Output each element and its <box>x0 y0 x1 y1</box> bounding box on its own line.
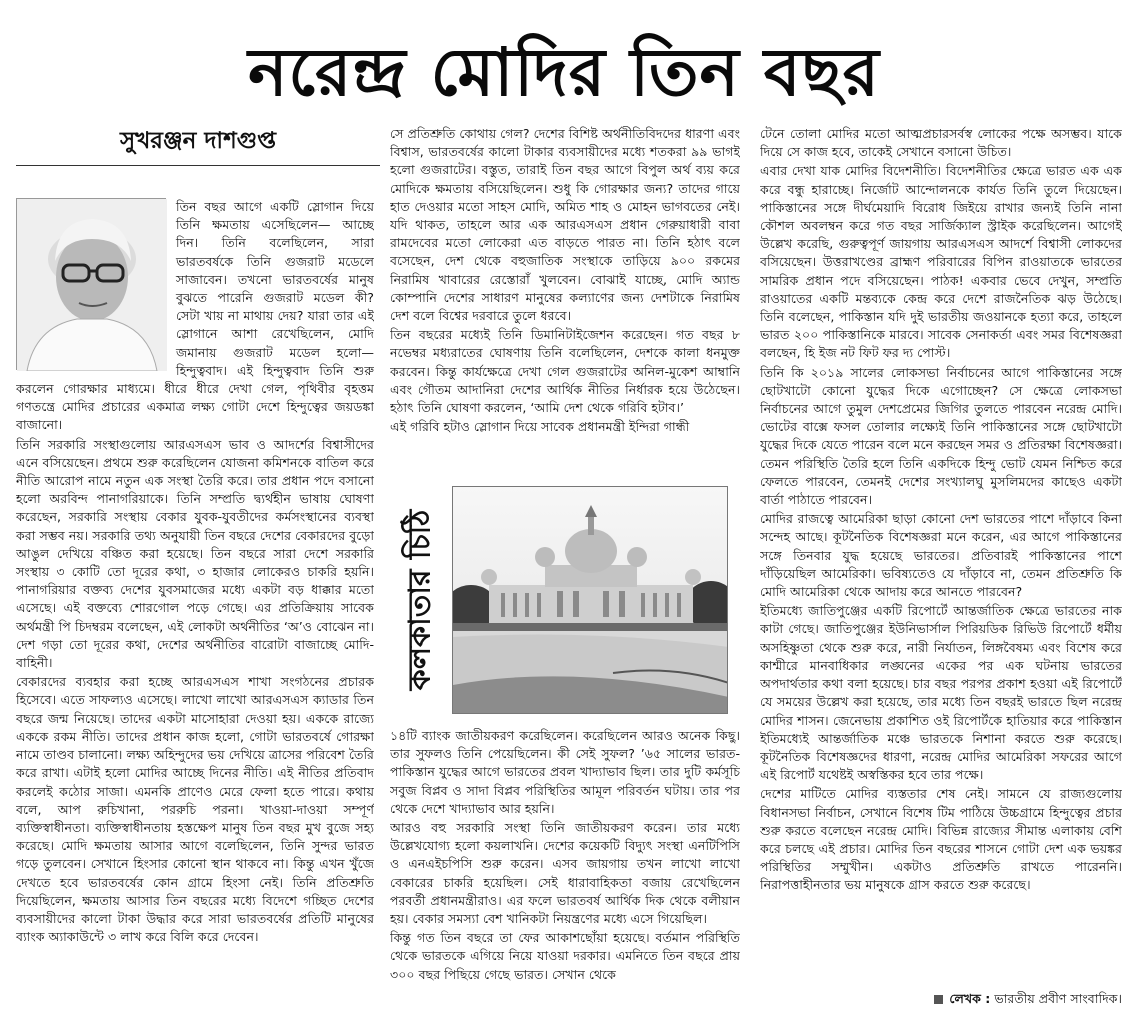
paragraph: তিন বছর আগে একটি স্লোগান দিয়ে তিনি ক্ষমতায় এসেছিলেন— আচ্ছে দিন। তিনি বলেছিলেন, সারা ভারতবর্ষকে তিনি গুজরাট মডেলে সাজাবেন। তখনো ভারতবর্ষের মানুষ বুঝতে পারেনি গুজরাট মডেল কী? সেটা খায় না মাথায় দেয়? যারা তার এই স্লোগানে আশা রেখেছিলেন, মোদি জমানায় গুজরাট মডেল হলো— হিন্দুত্ববাদ। এই হিন্দুত্ববাদ তিনি শুরু করলেন গোরক্ষার মাধ্যমে। ধীরে ধীরে দেখা গেল, পৃথিবীর বৃহত্তম গণতন্ত্রে মোদির প্রচারের একমাত্র লক্ষ্য গোটা দেশে হিন্দুত্বের জয়ডঙ্কা বাজানো। <box>16 199 374 433</box>
author-note-label: লেখক : <box>949 991 991 1006</box>
author-portrait <box>16 198 166 370</box>
paragraph: কিন্তু গত তিন বছরে তা ফের আকাশছোঁয়া হয়েছে। বর্তমান পরিস্থিতি থেকে ভারতকে এগিয়ে নিয়ে যাওয়া দরকার। এমনিতে তিন বছরে প্রায় ৩০০ বছর পিছিয়ে গেছে ভারত। সেখান থেকে <box>390 930 740 982</box>
headline: নরেন্দ্র মোদির তিন বছর <box>248 34 880 111</box>
kicker-text: কলকাতার চিঠি <box>402 509 438 691</box>
square-bullet-icon <box>934 995 943 1004</box>
paragraph: তিনি কি ২০১৯ সালের লোকসভা নির্বাচনের আগে পাকিস্তানের সঙ্গে ছোটখাটো কোনো যুদ্ধের দিকে এগোচ্ছেন? সে ক্ষেত্রে লোকসভা নির্বাচনের আগে তুমুল দেশপ্রেমের জিগির তুলতে পারবেন নরেন্দ্র মোদি। ভোটের বাক্সে ফসল তোলার লক্ষ্যেই তিনি পাকিস্তানের সঙ্গে ছোটখাটো যুদ্ধের দিকে যেতে পারেন বলে মনে করছেন সমর ও প্রতিরক্ষা বিশেষজ্ঞরা। তেমন পরিস্থিতি তৈরি হলে তিনি একদিকে হিন্দু ভোট যেমন নিশ্চিত করে ফেলতে পারবেন, তেমনই দেশের সংখ্যালঘু মুসলিমদের কাছেও একটা বার্তা পাঠাতে পারবেন। <box>760 364 1122 508</box>
author-note <box>900 990 1122 1008</box>
paragraph: বেকারদের ব্যবহার করা হচ্ছে আরএসএস শাখা সংগঠনের প্রচারক হিসেবে। এতে সাফল্যও এসেছে। লাখো লাখো আরএসএস ক্যাডার তিন বছরে জন্ম নিয়েছে। তাদের একটা মাসোহারা দেওয়া হয়। এককে রাজ্যে এককে রকম নীতি। তাদের প্রধান কাজ হলো, গোটা ভারতবর্ষে গোরক্ষা নামে তাণ্ডব চালানো। লক্ষ্য অহিন্দুদের ভয় দেখিয়ে ত্রাসের পরিবেশ তৈরি করে রাখা। এটাই হলো মোদির আচ্ছে দিনের নীতি। এই নীতির প্রতিবাদ করলেই কঠোর সাজা। এমনকি প্রাণেও মেরে ফেলা হতে পারে। কথায় বলে, আপ রুচিখানা, পররুচি পরনা। খাওয়া-দাওয়া সম্পূর্ণ ব্যক্তিস্বাধীনতা। ব্যক্তিস্বাধীনতায় হস্তক্ষেপ মানুষ তিন বছর মুখ বুজে সহ্য করেছে। মোদি ক্ষমতায় আসার আগে বলেছিলেন, তিনি সুন্দর ভারত গড়ে তুলবেন। সেখানে হিংসার কোনো স্থান থাকবে না। কিন্তু এখন খুঁজে দেখতে হবে ভারতবর্ষের কোন গ্রামে হিংসা নেই। তিনি প্রতিশ্রুতি দিয়েছিলেন, ক্ষমতায় আসার তিন বছরের মধ্যে বিদেশে গচ্ছিত দেশের ব্যবসায়ীদের কালো টাকা উদ্ধার করে সারা ভারতবর্ষের প্রতিটি মানুষের ব্যাংক অ্যাকাউন্টে ৩ লাখ করে বিলি করে দেবেন। <box>16 674 374 945</box>
paragraph: তিন বছরের মধ্যেই তিনি ডিমানিটাইজেশন করেছেন। গত বছর ৮ নভেম্বর মধ্যরাতের ঘোষণায় তিনি বলেছিলেন, দেশকে কালা ধনমুক্ত করবেন। কিন্তু কার্যক্ষেত্রে দেখা গেল গুজরাটের অনিল-মুকেশ আম্বানি এবং গৌতম আদানিরা দেশের আর্থিক নীতির নির্ধারক হয়ে উঠেছেন। হঠাৎ তিনি ঘোষণা করলেন, ‘আমি দেশ থেকে গরিবি হটাব।’ <box>390 327 740 416</box>
column-3 <box>760 125 1122 985</box>
paragraph: সে প্রতিশ্রুতি কোথায় গেল? দেশের বিশিষ্ট অর্থনীতিবিদদের ধারণা এবং বিশ্বাস, ভারতবর্ষের কালো টাকার ব্যবসায়ীদের মধ্যে শতকরা ৯৯ ভাগই হলো গুজরাটের। বস্তুত, তারাই তিন বছর আগে বিপুল অর্থ ব্যয় করে মোদিকে ক্ষমতায় বসিয়েছিলেন। শুধু কি গোরক্ষার জন্য? তাদের গায়ে হাত দেওয়ার মতো সাহস মোদি, অমিত শাহ ও মোহন ভাগবতের নেই। যদি থাকত, তাহলে আর এক আরএসএস প্রধান গেরুয়াধারী বাবা রামদেবের মতো লোকেরা এত বাড়তে পারত না। তিনি হঠাৎ বলে বসেছেন, দেশ থেকে বহুজাতিক সংস্থাকে তাড়িয়ে ৯০০ রকমের নিরামিষ খাবারের রেস্তোরাঁ খুলবেন। বোঝাই যাচ্ছে, মোদি অ্যান্ড কোম্পানি দেশের সাধারণ মানুষের কল্যাণের জন্য দেশটাকে নিরামিষ দেশ বলে বিশ্বের দরবারে তুলে ধরবে। <box>390 126 740 324</box>
byline: সুখরঞ্জন দাশগুপ্ত <box>120 127 276 154</box>
paragraph: এই গরিবি হটাও স্লোগান দিয়ে সাবেক প্রধানমন্ত্রী ইন্দিরা গান্ধী <box>390 419 690 435</box>
column-1 <box>16 198 374 1008</box>
paragraph: তিনি সরকারি সংস্থাগুলোয় আরএসএস ভাব ও আদর্শের বিশ্বাসীদের এনে বসিয়েছেন। প্রথমে শুরু করেছিলেন যোজনা কমিশনকে বাতিল করে নীতি আরোপ নামে নতুন এক সংস্থা তৈরি করে। তার প্রধান পদে বসানো হলো অরবিন্দ পানাগরিয়াকে। তিনি সম্প্রতি দ্ব্যর্থহীন ভাষায় ঘোষণা করেছেন, সরকারি সংস্থায় বেকার যুবক-যুবতীদের কর্মসংস্থানের ব্যবস্থা করা সম্ভব নয়। সরকারি তথ্য অনুযায়ী তিন বছরে দেশের বেকারদের বুড়ো আঙুল দেখিয়ে বঞ্চিত করা হয়েছে। তিন বছরে সারা দেশে সরকারি সংস্থায় ৩ কোটি তো দূরের কথা, ৩ হাজার লোকেরও চাকরি হয়নি। পানাগরিয়ার বক্তব্য দেশের যুবসমাজের মধ্যে একটা বড় ধাক্কার মতো এসেছে। এই বক্তব্যে শোরগোল পড়ে গেছে। এর প্রতিক্রিয়ায় সাবেক অর্থমন্ত্রী পি চিদম্বরম বলেছেন, এই লোকটা অর্থনীতির ‘অ’ও বোঝেন না। দেশ গড়া তো দূরের কথা, দেশের অর্থনীতির বারোটা বাজাচ্ছে মোদি-বাহিনী। <box>16 436 374 671</box>
column-2-bottom <box>390 727 740 1009</box>
section-kicker <box>398 500 444 700</box>
paragraph: আরও বহু সরকারি সংস্থা তিনি জাতীয়করণ করেন। তার মধ্যে উল্লেখযোগ্য হলো কয়লাখনি। দেশের কয়েকটি বিদ্যুৎ সংস্থা এনটিপিসি ও এনএইচপিসি শুরু করেন। এসব জায়গায় তখন লাখো লাখো বেকারের চাকরি হয়েছিল। সেই ধারাবাহিকতা বজায় রেখেছিলেন পরবর্তী প্রধানমন্ত্রীরাও। এর ফলে ভারতবর্ষ আর্থিক দিক থেকে বলীয়ান হয়। বেকার সমস্যা বেশ খানিকটা নিয়ন্ত্রণের মধ্যে এসে গিয়েছিল। <box>390 820 740 927</box>
column-2-top <box>390 125 740 471</box>
paragraph: ১৪টি ব্যাংক জাতীয়করণ করেছিলেন। করেছিলেন আরও অনেক কিছু। তার সুফলও তিনি পেয়েছিলেন। কী সেই সুফল? ’৬৫ সালের ভারত-পাকিস্তান যুদ্ধের আগে ভারতের প্রবল খাদ্যাভাব ছিল। তার দুটি কর্মসূচি সবুজ বিপ্লব ও সাদা বিপ্লব পরিস্থিতির আমূল পরিবর্তন ঘটায়। তার পর থেকে দেশে খাদ্যাভাব আর হয়নি। <box>390 728 740 816</box>
paragraph: টেনে তোলা মোদির মতো আত্মপ্রচারসর্বস্ব লোকের পক্ষে অসম্ভব। যাকে দিয়ে সে কাজ হবে, তাকেই সেখানে বসানো উচিত। <box>760 126 1122 160</box>
paragraph: মোদির রাজত্বে আমেরিকা ছাড়া কোনো দেশ ভারতের পাশে দাঁড়াবে কিনা সন্দেহ আছে। কূটনৈতিক বিশেষজ্ঞরা মনে করেন, এর আগে পাকিস্তানের সঙ্গে তিনবার যুদ্ধ হয়েছে ভারতের। প্রতিবারই পাকিস্তানের পাশে দাঁড়িয়েছিল আমেরিকা। ভবিষ্যতেও যে দাঁড়াবে না, তেমন প্রতিশ্রুতি কি মোদি আমেরিকা থেকে আদায় করে আনতে পারবেন? <box>760 511 1122 600</box>
byline-divider <box>16 165 380 166</box>
paragraph: ইতিমধ্যে জাতিপুঞ্জের একটি রিপোর্টে আন্তর্জাতিক ক্ষেত্রে ভারতের নাক কাটা গেছে। জাতিপুঞ্জের ইউনিভার্সাল পিরিয়ডিক রিভিউ রিপোর্টে ধর্মীয় অসহিষ্ণুতা থেকে শুরু করে, নারী নির্যাতন, লিঙ্গবৈষম্য এবং বিশেষ করে কাশ্মীরে মানবাধিকার লঙ্ঘনের একের পর এক ঘটনায় ভারতের অপদার্থতার কথা বলা হয়েছে। চার বছর পরপর প্রকাশ হওয়া এই রিপোর্টে যে সময়ের উল্লেখ করা হয়েছে, তার মধ্যে তিন বছরই ভারতে ছিল নরেন্দ্র মোদির শাসন। জেনেভায় প্রকাশিত ওই রিপোর্টকে হাতিয়ার করে পাকিস্তান ইতিমধ্যেই আন্তর্জাতিক মঞ্চে ভারতকে নিশানা করতে শুরু করেছে। কূটনৈতিক বিশেষজ্ঞদের ধারণা, নরেন্দ্র মোদির আমেরিকা সফরের আগে এই রিপোর্ট যথেষ্টই অস্বস্তিকর হবে তার পক্ষে। <box>760 603 1122 783</box>
victoria-memorial-photo <box>452 486 728 714</box>
paragraph: দেশের মাটিতে মোদির ব্যস্ততার শেষ নেই। সামনে যে রাজ্যগুলোয় বিধানসভা নির্বাচন, সেখানে বিশেষ টিম পাঠিয়ে উচ্চগ্রামে হিন্দুত্বের প্রচার শুরু করতে বলেছেন নরেন্দ্র মোদি। বিভিন্ন রাজ্যের সীমান্ত এলাকায় বেশি করে চলছে এই প্রচার। মোদির তিন বছরের শাসনে গোটা দেশ এক ভয়ঙ্কর পরিস্থিতির সম্মুখীন। একটাও প্রতিশ্রুতি রাখতে পারেননি। নিরাপত্তাহীনতার ভয় মানুষকে গ্রাস করতে শুরু করেছে। <box>760 786 1122 893</box>
author-note-text: ভারতীয় প্রবীণ সাংবাদিক। <box>994 991 1122 1006</box>
paragraph: এবার দেখা যাক মোদির বিদেশনীতি। বিদেশনীতির ক্ষেত্রে ভারত এক এক করে বন্ধু হারাচ্ছে। নির্জোট আন্দোলনকে কার্যত তিনি তুলে দিয়েছেন। পাকিস্তানের সঙ্গে দীর্ঘমেয়াদি বিরোধ জিইয়ে রাখার জন্যই তিনি নানা কৌশল অবলম্বন করে গত বছর সার্জিক্যাল স্ট্রাইক করেছিলেন। আগেই উল্লেখ করেছি, গুরুত্বপূর্ণ জায়গায় আরএসএস আদর্শে বিশ্বাসী লোকদের বসিয়েছেন। উত্তরাখণ্ডের ব্রাহ্মণ পরিবারের বিপিন রাওয়াতকে ভারতের সামরিক প্রধান পদে বসিয়েছেন। পাঠক! একবার ভেবে দেখুন, সম্প্রতি রাওয়াতের একটি মন্তব্যকে কেন্দ্র করে দেশে রাজনৈতিক ঝড় উঠেছে। তিনি বলেছেন, পাকিস্তান যদি দুই ভারতীয় জওয়ানকে হত্যা করে, তাহলে ভারত ২০০ পাকিস্তানিকে মারবে। সাবেক সেনাকর্তা এবং সমর বিশেষজ্ঞরা বলছেন, হি ইজ নট ফিট ফর দ্য পোস্ট। <box>760 163 1122 361</box>
